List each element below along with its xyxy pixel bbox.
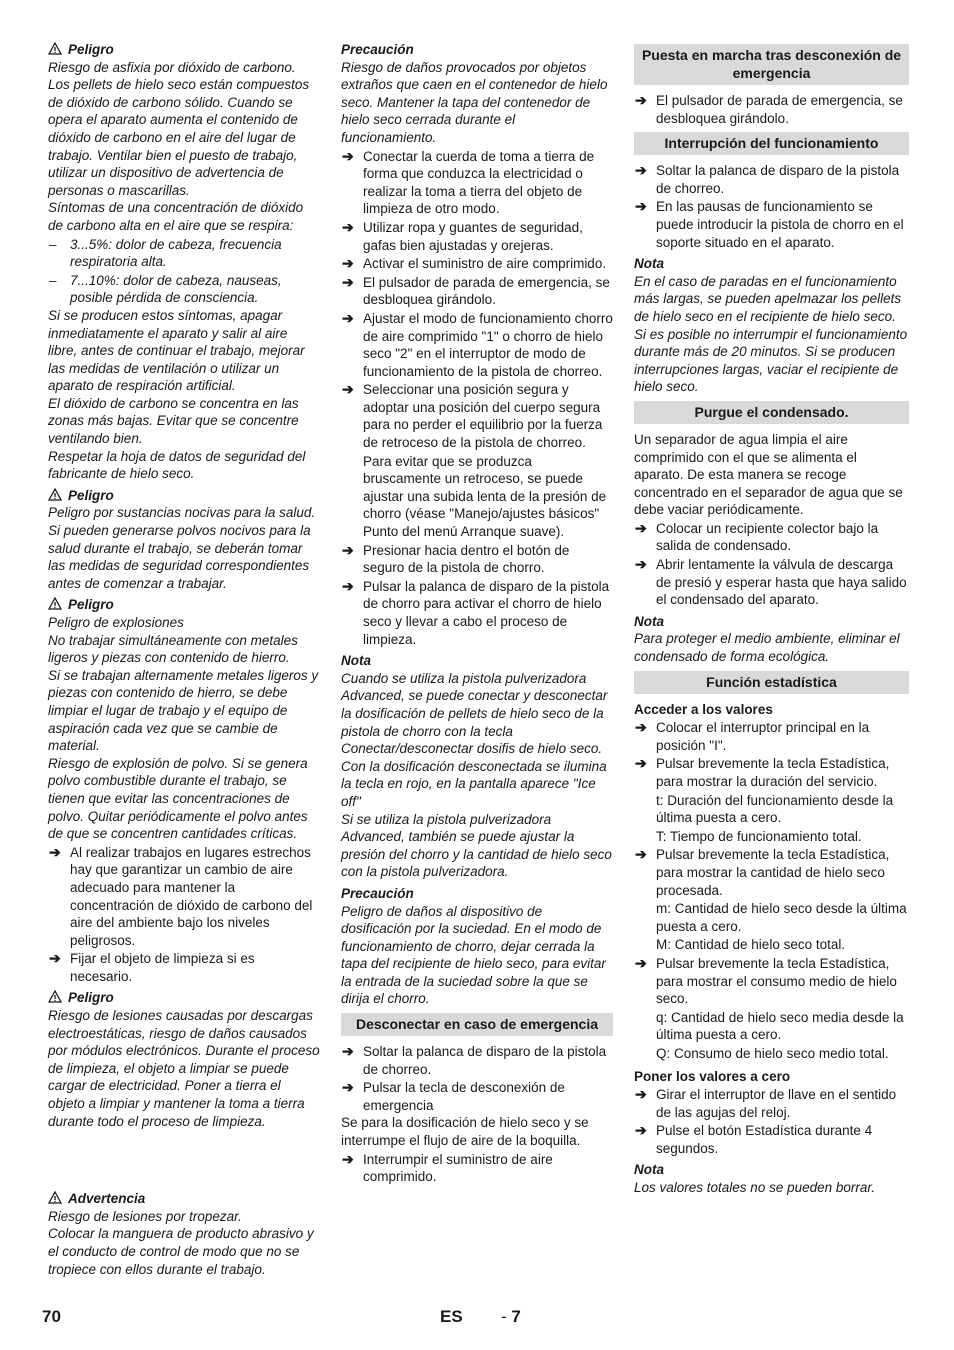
step-item: ➔ Fijar el objeto de limpieza si es necesario. [49, 950, 255, 984]
note-heading: Nota [341, 653, 371, 669]
column-2 [341, 41, 613, 1186]
column-1 [48, 41, 320, 1278]
arrow-icon: ➔ [342, 147, 354, 164]
step-note: Para evitar que se produzca bruscamente un retroceso, se puede ajustar una subida lenta de la presión de chorro (véase "Manejo/ajustes básicos" Punto del menú Arranque suave). [363, 453, 607, 540]
warning-heading: Advertencia [48, 1190, 320, 1208]
step-item: ➔ En las pausas de funcionamiento se puede introducir la pistola de chorro en el soporte situado en el aparato. [635, 198, 904, 250]
subheading: Acceder a los valores [634, 701, 773, 717]
step-item: ➔ Conectar la cuerda de toma a tierra de forma que conduzca la electricidad o realizar la toma a tierra del objeto de limpieza de otro modo. [342, 147, 595, 217]
step-item: ➔ Colocar un recipiente colector bajo la salida de condensado. [635, 519, 879, 554]
danger-heading: Peligro [48, 487, 320, 505]
arrow-icon: ➔ [342, 273, 354, 290]
arrow-icon: ➔ [49, 843, 61, 860]
dash-item: – 7...10%: dolor de cabeza, nauseas, posible pérdida de consciencia. [49, 272, 282, 306]
danger-heading: Peligro [48, 989, 320, 1007]
paragraph: Riesgo de lesiones causadas por descargas electroestáticas, riesgo de daños causados por módulos electrónicos. Durante el proceso de limpieza, el objeto a limpiar se puede cargar de electricidad. Poner a tierra el objeto a limpiar y mantener la toma a tierra durante todo el proceso de limpieza. [48, 1008, 320, 1129]
arrow-icon: ➔ [342, 1043, 354, 1060]
step-item: ➔ Interrumpir el suministro de aire comprimido. [342, 1150, 553, 1185]
arrow-icon: ➔ [342, 1079, 354, 1096]
step-detail: M: Cantidad de hielo seco total. [656, 937, 846, 953]
danger-heading: Peligro [48, 596, 320, 614]
section-heading-statistics: Función estadística [634, 671, 909, 694]
caution-heading: Precaución [341, 42, 414, 57]
arrow-icon: ➔ [635, 846, 647, 863]
paragraph: Si se utiliza la pistola pulverizadora Advanced, también se puede ajustar la presión del chorro y la cantidad de hielo seco con la pistola pulverizadora. [341, 811, 612, 880]
section-heading-emergency: Desconectar en caso de emergencia [341, 1013, 613, 1036]
paragraph: Peligro de daños al dispositivo de dosificación por la suciedad. En el modo de funcionamiento de chorro, dejar cerrada la tapa del recipiente de hielo seco, para evitar la entrada de la suciedad sobre la que se dirija el chorro. [341, 903, 606, 1007]
step-item: ➔ Seleccionar una posición segura y adoptar una posición del cuerpo segura para no perder el equilibrio por la fuerza de retroceso de la pistola de chorreo. [342, 381, 603, 451]
arrow-icon: ➔ [635, 556, 647, 573]
arrow-icon: ➔ [635, 954, 647, 971]
step-item: ➔ Pulsar la tecla de desconexión de emergencia [342, 1079, 565, 1113]
danger-heading: Peligro [48, 41, 320, 59]
step-item: ➔ Pulse el botón Estadística durante 4 segundos. [635, 1122, 873, 1156]
arrow-icon: ➔ [635, 1086, 647, 1103]
paragraph: Un separador de agua limpia el aire comprimido con el que se alimenta el aparato. De esta manera se recoge concentrado en el separador de agua que se debe vaciar periódicamente. [634, 431, 903, 518]
arrow-icon: ➔ [635, 92, 647, 108]
step-detail: t: Duración del funcionamiento desde la última puesta a cero. [656, 792, 894, 826]
step-item: ➔ El pulsador de parada de emergencia, se desbloquea girándolo. [635, 92, 903, 126]
step-item: ➔ Pulsar brevemente la tecla Estadística, para mostrar la duración del servicio. [635, 755, 890, 789]
arrow-icon: ➔ [342, 1150, 354, 1167]
arrow-icon: ➔ [635, 198, 647, 215]
column-3 [634, 41, 909, 1197]
step-item: ➔ Ajustar el modo de funcionamiento chorro de aire comprimido "1" o chorro de hielo seco "2" en el interruptor de modo de funcionamiento de la pistola de chorreo. [342, 309, 613, 379]
arrow-icon: ➔ [635, 519, 647, 536]
warning-triangle-icon [48, 1191, 62, 1204]
step-item: ➔ Pulsar brevemente la tecla Estadística, para mostrar el consumo medio de hielo seco. [635, 954, 897, 1007]
section-heading-restart: Puesta en marcha tras desconexión de emergencia [634, 44, 909, 85]
step-item: ➔ Pulsar brevemente la tecla Estadística, para mostrar la cantidad de hielo seco procesada. [635, 846, 890, 898]
step-detail: q: Cantidad de hielo seco media desde la última puesta a cero. [656, 1009, 904, 1043]
step-item: ➔ Pulsar la palanca de disparo de la pistola de chorro para activar el chorro de hielo seco y llevar a cabo el proceso de limpieza. [342, 577, 610, 647]
note-heading: Nota [634, 256, 664, 272]
paragraph: Peligro por sustancias nocivas para la salud. Si pueden generarse polvos nocivos para la salud durante el trabajo, se deberán tomar las medidas de seguridad correspondientes antes de comenzar a trabajar. [48, 505, 316, 591]
arrow-icon: ➔ [635, 719, 647, 736]
note-heading: Nota [634, 1162, 664, 1178]
caution-heading: Precaución [341, 885, 414, 901]
warning-triangle-icon [48, 42, 62, 55]
step-item: ➔ Soltar la palanca de disparo de la pistola de chorreo. [342, 1043, 607, 1077]
language-code: ES [440, 1307, 463, 1326]
section-heading-interruption: Interrupción del funcionamiento [634, 132, 909, 155]
page-number: 70 [42, 1307, 61, 1326]
arrow-icon: ➔ [342, 381, 354, 398]
paragraph: Síntomas de una concentración de dióxido de carbono alta en el aire que se respira: [48, 200, 304, 233]
paragraph: Riesgo de explosión de polvo. Si se genera polvo combustible durante el trabajo, se tienen que evitar las concentraciones de polvo. Quitar periódicamente el polvo antes de que se concentren cantidades críticas. [48, 755, 308, 842]
step-item: ➔ Girar el interruptor de llave en el sentido de las agujas del reloj. [635, 1086, 897, 1120]
note-heading: Nota [634, 613, 664, 629]
arrow-icon: ➔ [342, 218, 354, 235]
step-item: ➔ El pulsador de parada de emergencia, se desbloquea girándolo. [342, 273, 610, 308]
warning-triangle-icon [48, 488, 62, 501]
step-item: ➔ Utilizar ropa y guantes de seguridad, gafas bien ajustadas y orejeras. [342, 218, 583, 253]
step-item: ➔ Activar el suministro de aire comprimido. [342, 255, 607, 272]
paragraph: Riesgo de asfixia por dióxido de carbono. Los pellets de hielo seco están compuestos de dióxido de carbono sólido. Cuando se opera el aparato aumenta el contenido de dióxido de carbono en el aire del lugar de trabajo. Ventilar bien el puesto de trabajo, utilizar un dispositivo de advertencia de personas o mascarillas. [48, 59, 310, 198]
warning-triangle-icon [48, 597, 62, 610]
arrow-icon: ➔ [342, 255, 354, 272]
paragraph: Para proteger el medio ambiente, eliminar el condensado de forma ecológica. [634, 631, 900, 665]
arrow-icon: ➔ [635, 755, 647, 772]
paragraph: Los valores totales no se pueden borrar. [634, 1180, 876, 1196]
arrow-icon: ➔ [635, 162, 647, 179]
arrow-icon: ➔ [635, 1122, 647, 1139]
paragraph: En el caso de paradas en el funcionamiento más largas, se pueden apelmazar los pellets de hielo seco en el recipiente de hielo seco. Si es posible no interrumpir el funcionamiento durante más de 20 minutos. Si se producen interrupciones largas, vaciar el recipiente de hielo seco. [634, 273, 908, 395]
warning-triangle-icon [48, 990, 62, 1003]
arrow-icon: ➔ [49, 950, 61, 967]
step-item: ➔ Soltar la palanca de disparo de la pistola de chorreo. [635, 162, 900, 196]
paragraph: Peligro de explosiones [48, 615, 184, 630]
paragraph: No trabajar simultáneamente con metales ligeros y piezas con contenido de hierro. [48, 632, 298, 666]
section-heading-condensate: Purgue el condensado. [634, 401, 909, 424]
paragraph: Riesgo de daños provocados por objetos extraños que caen en el contenedor de hielo seco. Mantener la tapa del contenedor de hielo seco cerrada durante el funcionamiento. [341, 59, 608, 145]
paragraph: Riesgo de lesiones por tropezar. [48, 1208, 242, 1224]
section-page-number: - 7 [501, 1307, 521, 1326]
paragraph: Si se trabajan alternamente metales ligeros y piezas con contenido de hierro, se debe limpiar el lugar de trabajo y el equipo de aspiración cada vez que se cambie de material. [48, 667, 319, 754]
paragraph: Cuando se utiliza la pistola pulverizadora Advanced, se puede conectar y desconectar la dosificación de pellets de hielo seco de la pistola de chorro con la tecla Conectar/desconectar dosifis de hielo seco. Con la dosificación desconectada se ilumina la tecla en rojo, en la pantalla aparece "Ice off" [341, 670, 608, 809]
step-item: ➔ Al realizar trabajos en lugares estrechos hay que garantizar un cambio de aire adecuado para mantener la concentración de dióxido de carbono del aire del ambiente bajo los niveles peligrosos. [49, 843, 313, 948]
step-item: ➔ Presionar hacia dentro el botón de seguro de la pistola de chorro. [342, 541, 570, 576]
subheading: Poner los valores a cero [634, 1068, 791, 1084]
step-detail: T: Tiempo de funcionamiento total. [656, 828, 862, 844]
paragraph: Se para la dosificación de hielo seco y se interrumpe el flujo de aire de la boquilla. [341, 1115, 589, 1149]
paragraph: El dióxido de carbono se concentra en las zonas más bajas. Evitar que se concentre ventilando bien. [48, 395, 299, 447]
arrow-icon: ➔ [342, 577, 354, 594]
step-item: ➔ Colocar el interruptor principal en la posición "I". [635, 719, 870, 753]
step-item: ➔ Abrir lentamente la válvula de descarga de presió y esperar hasta que haya salido el condensado del aparato. [635, 556, 907, 608]
dash-item: – 3...5%: dolor de cabeza, frecuencia respiratoria alta. [49, 236, 282, 270]
step-detail: m: Cantidad de hielo seco desde la última puesta a cero. [656, 901, 907, 934]
step-detail: Q: Consumo de hielo seco medio total. [656, 1045, 889, 1061]
arrow-icon: ➔ [342, 309, 354, 326]
paragraph: Colocar la manguera de producto abrasivo y el conducto de control de modo que no se tropiece con ellos durante el trabajo. [48, 1226, 314, 1277]
paragraph: Si se producen estos síntomas, apagar inmediatamente el aparato y salir al aire libre, antes de continuar el trabajo, mejorar las medidas de ventilación o utilizar un aparato de respiración artificial. [48, 307, 305, 394]
paragraph: Respetar la hoja de datos de seguridad del fabricante de hielo seco. [48, 448, 306, 482]
arrow-icon: ➔ [342, 541, 354, 558]
